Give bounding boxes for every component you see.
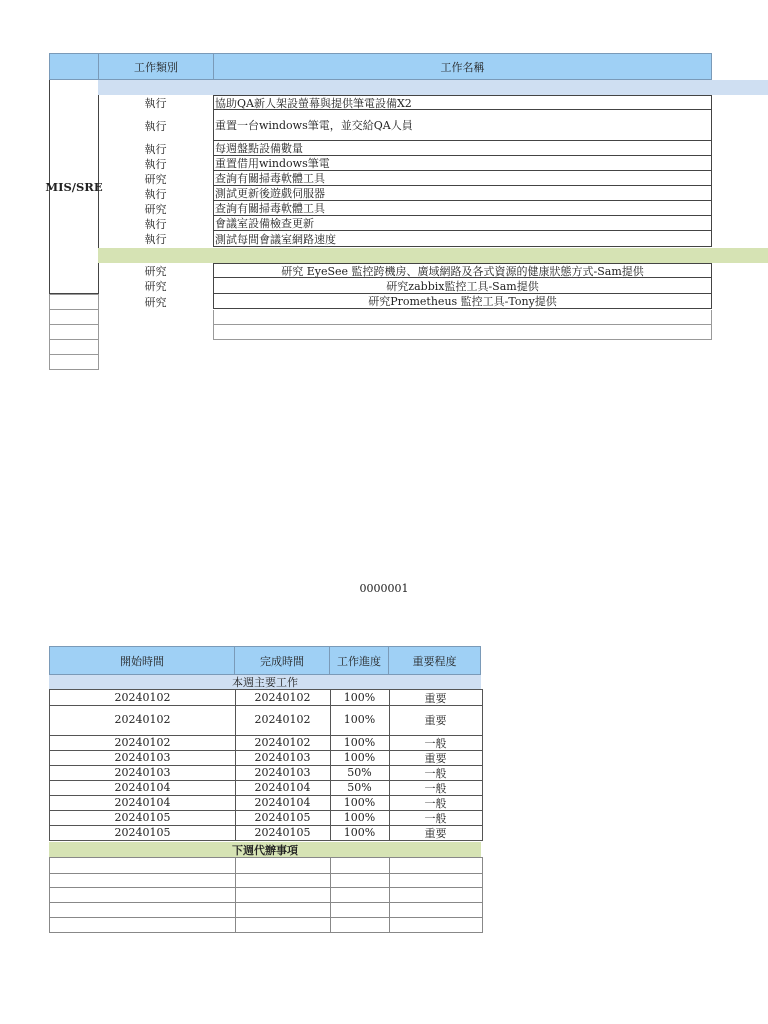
end-time-cell: 20240105 [235,810,331,825]
empty-left-cell [49,309,99,325]
end-time-cell: 20240103 [235,750,331,765]
task-type: 執行 [144,233,167,246]
header-importance: 重要程度 [388,646,481,675]
next-week-band [49,842,481,857]
section-band-this-week [98,80,768,95]
progress-cell: 100% [330,704,390,735]
empty-cell [235,872,331,887]
empty-schedule-row [49,872,483,888]
task-row [98,201,712,216]
start-time-cell: 20240105 [50,810,236,825]
task-name: 協助QA新人架設螢幕與提供筆電設備X2 [213,95,712,110]
section-band-next-week [98,248,768,263]
empty-schedule-row [49,902,483,918]
schedule-table [0,640,768,940]
page-number: 0000001 [359,582,409,595]
task-name: 研究 EyeSee 監控跨機房、廣域網路及各式資源的健康狀態方式-Sam提供 [213,263,712,278]
empty-left-cell [49,354,99,370]
importance-cell: 一般 [424,736,447,750]
empty-cell [330,858,390,873]
empty-cell [389,902,482,917]
task-type: 研究 [144,280,167,293]
empty-cell [50,858,236,873]
importance-cell: 重要 [424,751,447,765]
schedule-row [49,825,483,841]
top-table [0,0,768,380]
empty-left-cell [49,339,99,355]
group-label: MIS/SRE [45,179,103,194]
task-name: 重置一台windows筆電，並交給QA人員 [213,110,712,141]
next-task-row [98,294,712,309]
task-row [98,171,712,186]
header-blank-cell [49,53,99,80]
this-week-band [49,675,481,689]
empty-cell [235,902,331,917]
importance-cell: 重要 [424,691,447,705]
progress-cell: 100% [330,825,390,840]
task-type: 執行 [144,187,167,201]
end-time-cell: 20240104 [235,780,331,795]
progress-cell: 50% [330,765,390,780]
task-name: 測試每間會議室網路速度 [213,231,712,247]
task-name: 重置借用windows筆電 [213,156,712,171]
next-week-label: 下週代辦事項 [232,843,298,857]
task-row [98,156,712,171]
empty-cell [330,917,390,932]
task-type: 執行 [144,217,167,231]
task-row [98,95,712,110]
empty-cell [50,887,236,902]
task-row [98,231,712,247]
start-time-cell: 20240104 [50,795,236,810]
task-type: 執行 [144,157,167,171]
schedule-row [49,765,483,781]
schedule-row [49,704,483,736]
end-time-cell: 20240104 [235,795,331,810]
start-time-cell: 20240103 [50,765,236,780]
importance-cell: 重要 [424,826,447,840]
importance-cell: 一般 [424,781,447,795]
schedule-row [49,810,483,826]
empty-left-cell [49,294,99,310]
schedule-row [49,780,483,796]
empty-cell [235,858,331,873]
empty-cell [389,887,482,902]
start-time-cell: 20240102 [50,735,236,750]
task-name: 研究zabbix監控工具-Sam提供 [213,278,712,294]
next-task-row [98,263,712,278]
progress-cell: 100% [330,810,390,825]
importance-cell: 重要 [424,713,447,727]
empty-cell [50,917,236,932]
importance-cell: 一般 [424,766,447,780]
empty-schedule-row [49,917,483,933]
task-type: 研究 [144,172,167,186]
importance-cell: 一般 [424,796,447,810]
task-type: 研究 [144,295,167,309]
start-time-cell: 20240105 [50,825,236,840]
progress-cell: 100% [330,750,390,765]
empty-cell [50,872,236,887]
empty-schedule-row [49,887,483,903]
end-time-cell: 20240102 [235,690,331,705]
task-name: 測試更新後遊戲伺服器 [213,186,712,201]
start-time-cell: 20240102 [50,690,236,705]
schedule-row [49,795,483,811]
end-time-cell: 20240105 [235,825,331,840]
start-time-cell: 20240104 [50,780,236,795]
task-type: 執行 [144,142,167,156]
empty-cell [235,887,331,902]
task-row [98,216,712,231]
empty-cell [330,872,390,887]
next-task-row [98,278,712,294]
header-task-name: 工作名稱 [213,53,712,80]
header-end-time: 完成時間 [234,646,330,675]
task-type: 執行 [144,119,167,133]
task-name: 研究Prometheus 監控工具-Tony提供 [213,294,712,309]
task-row [98,110,712,141]
start-time-cell: 20240102 [50,704,236,735]
empty-row [213,310,712,325]
empty-left-cell [49,324,99,340]
empty-cell [389,872,482,887]
empty-cell [389,858,482,873]
task-name: 查詢有關掃毒軟體工具 [213,201,712,216]
empty-cell [50,902,236,917]
progress-cell: 100% [330,690,390,705]
empty-cell [330,902,390,917]
task-row [98,186,712,201]
task-type: 研究 [144,202,167,216]
progress-cell: 100% [330,735,390,750]
this-week-label: 本週主要工作 [232,676,298,689]
importance-cell: 一般 [424,811,447,825]
task-row [98,141,712,156]
header-progress: 工作進度 [329,646,389,675]
header-category: 工作類別 [98,53,214,80]
task-name: 會議室設備檢查更新 [213,216,712,231]
task-name: 查詢有關掃毒軟體工具 [213,171,712,186]
empty-cell [330,887,390,902]
task-type: 研究 [144,264,167,278]
end-time-cell: 20240103 [235,765,331,780]
group-cell [45,80,103,294]
header-start-time: 開始時間 [49,646,235,675]
end-time-cell: 20240102 [235,704,331,735]
task-name: 每週盤點設備數量 [213,141,712,156]
empty-cell [389,917,482,932]
task-type: 執行 [144,96,167,110]
progress-cell: 100% [330,795,390,810]
schedule-row [49,750,483,766]
end-time-cell: 20240102 [235,735,331,750]
start-time-cell: 20240103 [50,750,236,765]
schedule-row [49,735,483,751]
progress-cell: 50% [330,780,390,795]
empty-cell [235,917,331,932]
empty-row [213,325,712,340]
